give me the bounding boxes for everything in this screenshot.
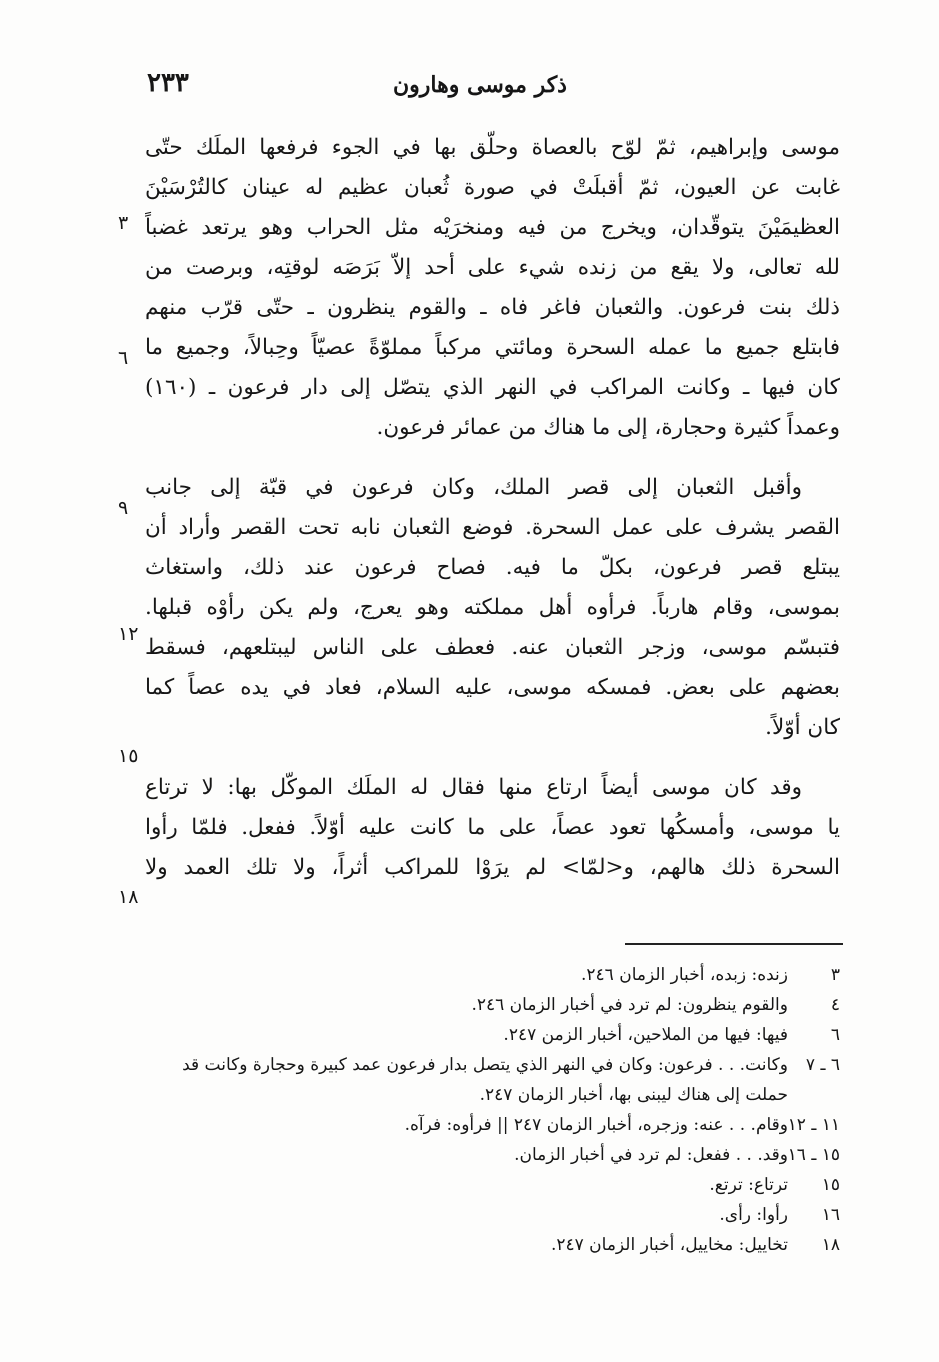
footnote (145, 1020, 840, 1050)
page-number: ٢٣٣ (147, 68, 189, 98)
footnote-ref: ٦ (830, 1025, 840, 1045)
text-line: وأقبل الثعبان إلى قصر الملك، وكان فرعون في قبّة إلى جانب (145, 475, 802, 500)
text-line: موسى وإبراهيم، ثمّ لوّح بالعصاة وحلّق بها في الجوء فرفعها الملَك حتّى (145, 135, 840, 160)
running-title: ذكر موسى وهارون (393, 72, 567, 98)
footnote (145, 1140, 840, 1170)
footnote-rule (625, 943, 843, 945)
text-line: لله تعالى، ولا يقع من زنده شيء على أحد إلاّ بَرَصَه لوقتِه، وبرصت من (145, 255, 840, 280)
paragraph-1 (145, 128, 840, 448)
text-line: ذلك بنت فرعون. والثعبان فاغر فاه ـ والقوم ينظرون ـ حتّى قرّب منهم (145, 295, 840, 320)
footnote-text: فيها: فيها من الملاحين، أخبار الزمن ٢٤٧. (503, 1025, 788, 1045)
text-line: كان أوّلاً. (765, 715, 840, 740)
footnote (145, 990, 840, 1020)
footnote-ref: ١١ ـ ١٢ (787, 1115, 840, 1135)
footnote-text: وقد. . . ففعل: لم ترد في أخبار الزمان. (514, 1145, 788, 1165)
text-line: فابتلع جميع ما عمله السحرة ومائتي مركباً مملوّةً عصيّاً وحِبالاً، وجميع ما (145, 335, 840, 360)
footnote-ref: ١٥ ـ ١٦ (787, 1145, 840, 1165)
paragraph-3 (145, 768, 840, 888)
footnote-ref: ١٨ (821, 1235, 840, 1255)
footnote-text: زنده: زبده، أخبار الزمان ٢٤٦. (581, 965, 788, 985)
paragraph-2 (145, 468, 840, 748)
text-line: العظيمَيْنَ يتوقّدان، ويخرج من فيه ومنخرَيْه مثل الحراب وهو يرتعد غضباً (145, 215, 840, 240)
footnote-text: وقام. . . عنه: وزجره، أخبار الزمان ٢٤٧ || فرأوه: فرآه. (404, 1115, 788, 1135)
footnote-text: ترتاع: ترتع. (709, 1175, 788, 1195)
text-line: وعمداً كثيرة وحجارة، إلى ما هناك من عمائر فرعون. (376, 415, 840, 440)
footnote-ref: ٦ ـ ٧ (805, 1055, 840, 1075)
footnote-text: تخاييل: مخاييل، أخبار الزمان ٢٤٧. (550, 1235, 788, 1255)
text-line: السحرة ذلك هالهم، و<لمّا> لم يرَوْا للمراكب أثراً، ولا تلك العمد ولا (145, 855, 840, 880)
footnote-ref: ٤ (830, 995, 840, 1015)
footnote (145, 1050, 840, 1110)
text-line: القصر يشرف على عمل السحرة. فوضع الثعبان نابه تحت القصر وأراد أن (145, 515, 840, 540)
footnote-ref: ١٦ (821, 1205, 840, 1225)
text-line: بعضهم على بعض. فمسكه موسى، عليه السلام، فعاد في يده عصاً كما (145, 675, 840, 700)
text-line: بموسى، وقام هارباً. فرأوه أهل مملكته وهو يعرج، ولم يكن رأوْه قبلها. (145, 595, 840, 620)
text-line: كان فيها ـ وكانت المراكب في النهر الذي يتصّل إلى دار فرعون ـ (١٦٠) (145, 375, 840, 400)
margin-line-number: ١٢ (118, 623, 139, 645)
footnote (145, 1110, 840, 1140)
footnote-text: والقوم ينظرون: لم ترد في أخبار الزمان ٢٤٦. (471, 995, 788, 1015)
text-line: فتبسّم موسى، وزجر الثعبان عنه. فعطف على الناس ليبتلعهم، فسقط (145, 635, 840, 660)
text-line: وقد كان موسى أيضاً ارتاع منها فقال له الملَك الموكّل بها: لا ترتاع (145, 775, 802, 800)
critical-apparatus (145, 960, 840, 1260)
text-line: يا موسى، وأمسكُها تعود عصاً، على ما كانت عليه أوّلاً. ففعل. فلمّا رأوا (145, 815, 840, 840)
margin-line-number: ٦ (118, 347, 129, 369)
main-text (145, 128, 840, 888)
footnote (145, 960, 840, 990)
margin-line-number: ٩ (118, 497, 129, 519)
text-line: غابت عن العيون، ثمّ أقبلَتْ في صورة ثُعبان عظيم له عينان كالتُرْسَيْنَ (145, 175, 840, 200)
footnote-text: رأوا: رأى. (719, 1205, 788, 1225)
margin-line-number: ١٥ (118, 745, 139, 767)
text-line: يبتلع قصر فرعون، بكلّ ما فيه. فصاح فرعون عند ذلك، واستغاث (145, 555, 840, 580)
footnote-ref: ١٥ (821, 1175, 840, 1195)
footnote (145, 1230, 840, 1260)
margin-line-number: ١٨ (118, 886, 139, 908)
footnote-text: وكانت. . . فرعون: وكان في النهر الذي يتصل بدار فرعون عمد كبيرة وحجارة وكانت قد حملت إلى هناك ليبنى بها، أخبار الزمان ٢٤٧. (182, 1055, 788, 1105)
footnote (145, 1200, 840, 1230)
footnote-ref: ٣ (830, 965, 840, 985)
margin-line-number: ٣ (118, 212, 129, 234)
footnote (145, 1170, 840, 1200)
